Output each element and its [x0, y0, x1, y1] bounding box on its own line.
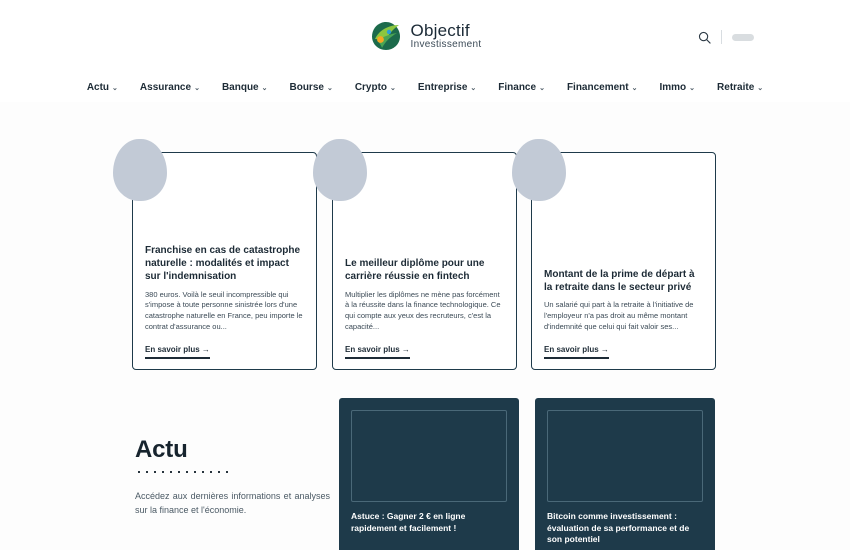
nav-item-label: Finance [498, 81, 537, 93]
nav-item-label: Assurance [139, 81, 192, 93]
hero-card-description: Un salarié qui part à la retraite à l'initiative de l'employeur n'a pas droit au même montant d'indemnité que celui qui fait valoir ses... [544, 300, 694, 332]
nav-item-assurance[interactable] [140, 82, 200, 93]
news-card[interactable] [339, 398, 519, 550]
nav-item-banque[interactable] [222, 82, 268, 93]
news-card-thumbnail [351, 410, 507, 502]
dotted-divider [135, 470, 231, 474]
chevron-down-icon: ⌄ [539, 85, 545, 92]
news-card-thumbnail [547, 410, 703, 502]
chevron-down-icon: ⌄ [390, 85, 396, 92]
hero-card-read-more-link[interactable] [345, 345, 410, 359]
header-menu-pill[interactable] [732, 34, 754, 41]
hero-card-read-more-label: En savoir plus [544, 345, 599, 354]
chevron-down-icon: ⌄ [757, 85, 764, 92]
nav-item-crypto[interactable] [355, 82, 396, 93]
decorative-blob-icon [512, 139, 566, 201]
site-header [0, 0, 850, 72]
actu-section-title: Actu [135, 436, 188, 463]
nav-item-label: Banque [221, 81, 259, 93]
news-card-title: Astuce : Gagner 2 € en ligne rapidement et facilement ! [351, 511, 466, 533]
chevron-down-icon: ⌄ [112, 85, 118, 92]
news-card-title: Bitcoin comme investissement : évaluation de sa performance et de son potentiel [547, 511, 690, 545]
nav-item-label: Actu [86, 81, 110, 93]
hero-card-read-more-link[interactable] [544, 345, 609, 359]
brand-text [411, 22, 482, 50]
hero-card-description: Multiplier les diplômes ne mène pas forcément à la réussite dans la finance technologique. Ce qui compte aux yeux des recruteurs, c'est la capacité... [345, 289, 501, 332]
hero-card[interactable] [132, 152, 317, 370]
nav-item-label: Retraite [717, 81, 755, 93]
nav-item-finance[interactable] [498, 82, 545, 93]
decorative-blob-icon [113, 139, 167, 201]
nav-item-label: Entreprise [417, 81, 468, 93]
arrow-right-icon: → [600, 345, 609, 354]
nav-item-label: Bourse [289, 81, 324, 93]
actu-section [0, 398, 850, 550]
arrow-right-icon: → [401, 345, 410, 354]
chevron-down-icon: ⌄ [261, 85, 268, 92]
hero-card-read-more-label: En savoir plus [345, 345, 400, 354]
main-navigation [0, 72, 850, 102]
nav-item-retraite[interactable] [717, 82, 763, 93]
hero-card-description: 380 euros. Voilà le seuil incompressible qui s'impose à toute personne sinistrée lors d'une catastrophe naturelle en France, peu importe le contrat d'assurance ou... [145, 289, 303, 332]
nav-item-label: Crypto [354, 81, 388, 93]
chevron-down-icon: ⌄ [326, 85, 333, 92]
actu-section-description: Accédez aux dernières informations et analyses sur la finance et l'économie. [135, 491, 330, 515]
decorative-blob-icon [313, 139, 367, 201]
nav-item-label: Immo [659, 81, 687, 93]
chevron-down-icon: ⌄ [470, 85, 477, 92]
search-icon[interactable] [698, 31, 711, 44]
nav-item-label: Financement [566, 81, 629, 93]
chevron-down-icon: ⌄ [689, 85, 696, 92]
nav-item-entreprise[interactable] [418, 82, 476, 93]
objectif-investissement-logo-icon [369, 19, 403, 53]
hero-card-read-more-link[interactable] [145, 345, 210, 359]
nav-item-immo[interactable] [660, 82, 696, 93]
actu-heading-block [135, 436, 330, 518]
arrow-right-icon: → [201, 345, 210, 354]
hero-card-title: Franchise en cas de catastrophe naturelle : modalités et impact sur l'indemnisation [145, 244, 301, 283]
header-divider [721, 30, 722, 44]
brand-logo-link[interactable] [369, 19, 482, 53]
hero-card[interactable] [531, 152, 716, 370]
brand-subtitle: Investissement [410, 38, 482, 50]
hero-cards-section [0, 124, 850, 374]
hero-card-title: Montant de la prime de départ à la retraite dans le secteur privé [544, 269, 695, 294]
chevron-down-icon: ⌄ [194, 85, 200, 92]
news-card[interactable] [535, 398, 715, 550]
hero-card-read-more-label: En savoir plus [145, 345, 200, 354]
nav-item-financement[interactable] [567, 82, 638, 93]
header-actions [698, 30, 754, 44]
nav-item-actu[interactable] [87, 82, 118, 93]
nav-item-bourse[interactable] [289, 82, 332, 93]
hero-card[interactable] [332, 152, 517, 370]
brand-title: Objectif [410, 20, 470, 40]
chevron-down-icon: ⌄ [631, 85, 638, 92]
hero-card-title: Le meilleur diplôme pour une carrière réussie en fintech [345, 258, 485, 283]
